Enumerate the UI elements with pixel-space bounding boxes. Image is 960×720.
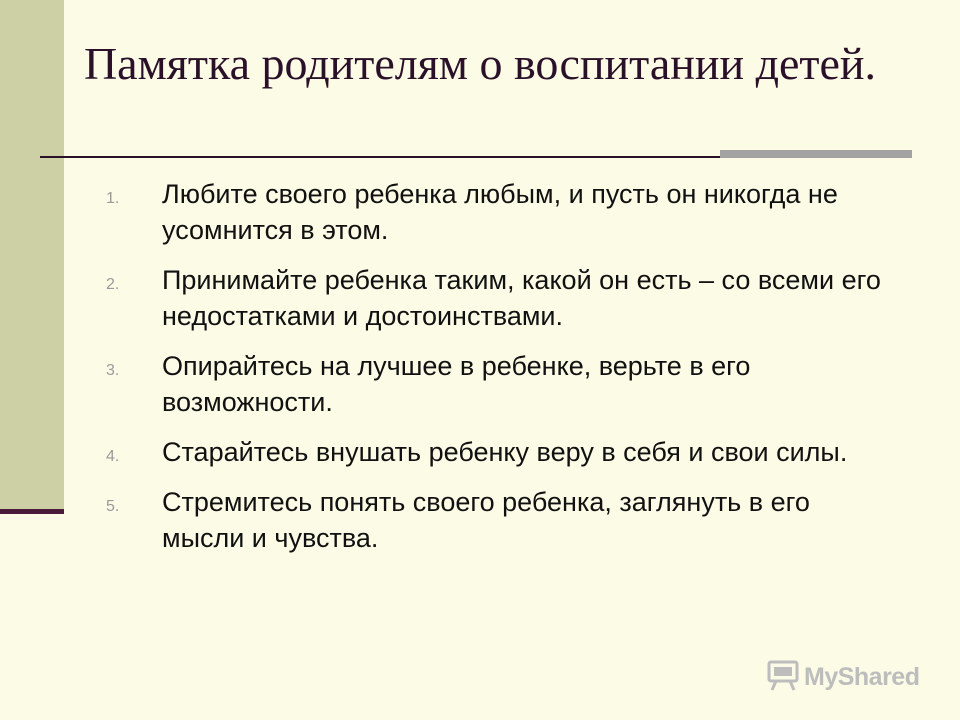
- slide-title: Памятка родителям о воспитании детей.: [83, 38, 877, 89]
- list-item-text: Старайтесь внушать ребенку веру в себя и свои силы.: [162, 437, 848, 467]
- list-item: [106, 484, 906, 556]
- left-decorative-bar: [0, 0, 64, 512]
- list-item-text: Принимайте ребенка таким, какой он есть – со всеми его недостатками и достоинствами.: [162, 265, 881, 331]
- list-item-number: 3.: [106, 362, 120, 379]
- list-item: [106, 262, 906, 334]
- list-item-text: Любите своего ребенка любым, и пусть он никогда не усомнится в этом.: [162, 179, 838, 245]
- list-item-number: 2.: [106, 276, 120, 293]
- title-accent-bar: [720, 150, 912, 158]
- advice-list: [106, 176, 906, 570]
- list-item-text: Опирайтесь на лучшее в ребенке, верьте в его возможности.: [162, 351, 751, 417]
- list-item-number: 4.: [106, 448, 120, 465]
- presentation-board-icon: [766, 658, 804, 697]
- left-bar-underline: [0, 509, 64, 514]
- list-item-number: 5.: [106, 498, 120, 515]
- list-item: [106, 176, 906, 248]
- list-item-number: 1.: [106, 190, 120, 207]
- watermark-text: MyShared: [804, 663, 920, 691]
- myshared-watermark: [766, 658, 919, 697]
- list-item: [106, 434, 906, 470]
- list-item: [106, 348, 906, 420]
- list-item-text: Стремитесь понять своего ребенка, заглянуть в его мысли и чувства.: [162, 487, 810, 553]
